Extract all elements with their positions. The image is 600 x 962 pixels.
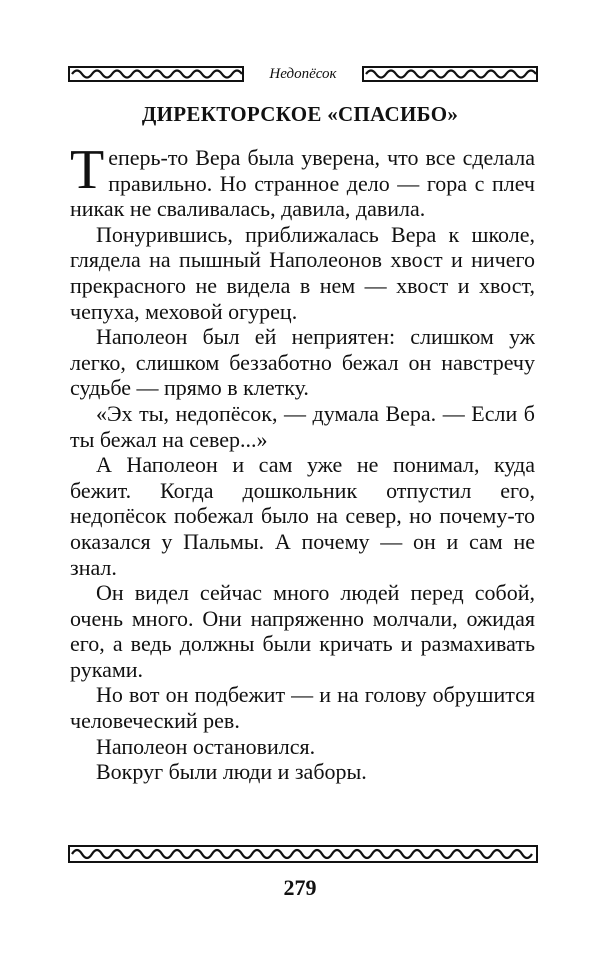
drop-cap: Т (70, 139, 105, 201)
paragraph-text: еперь-то Вера была уверена, что все сделала правильно. Но странное дело — гора с плеч никак не сваливалась, давила, давила. (70, 145, 535, 222)
paragraph: Наполеон остановился. (96, 733, 316, 759)
ornament-footer (68, 845, 538, 863)
paragraph: Он видел сейчас много людей перед собой, очень много. Они напряженно молчали, ожидая его, а ведь должны были кричать и размахивать руками. (70, 580, 535, 682)
chapter-title: ДИРЕКТОРСКОЕ «СПАСИБО» (141, 102, 459, 126)
paragraph: Наполеон был ей неприятен: слишком уж легко, слишком беззаботно бежал он навстречу судьбе — прямо в клетку. (70, 324, 535, 401)
paragraph: Понурившись, приближалась Вера к школе, глядела на пышный Наполеонов хвост и ничего прекрасного не видела в нем — хвост и хвост, чепуха, меховой огурец. (70, 221, 535, 324)
paragraph: «Эх ты, недопёсок, — думала Вера. — Если б ты бежал на север...» (70, 400, 535, 452)
paragraph: А Наполеон и сам уже не понимал, куда бежит. Когда дошкольник отпустил его, недопёсок побежал было на север, но почему-то оказался у Пальмы. А почему — он и сам не знал. (70, 452, 535, 580)
ornament-right (362, 66, 538, 82)
body-text (70, 139, 535, 785)
ornament-left (68, 66, 244, 82)
paragraph: Вокруг были люди и заборы. (96, 759, 367, 785)
paragraph (70, 139, 535, 222)
paragraph: Но вот он подбежит — и на голову обрушится человеческий рев. (70, 682, 535, 734)
page-number: 279 (283, 875, 317, 900)
running-title: Недопёсок (269, 65, 337, 82)
running-header (68, 62, 538, 86)
